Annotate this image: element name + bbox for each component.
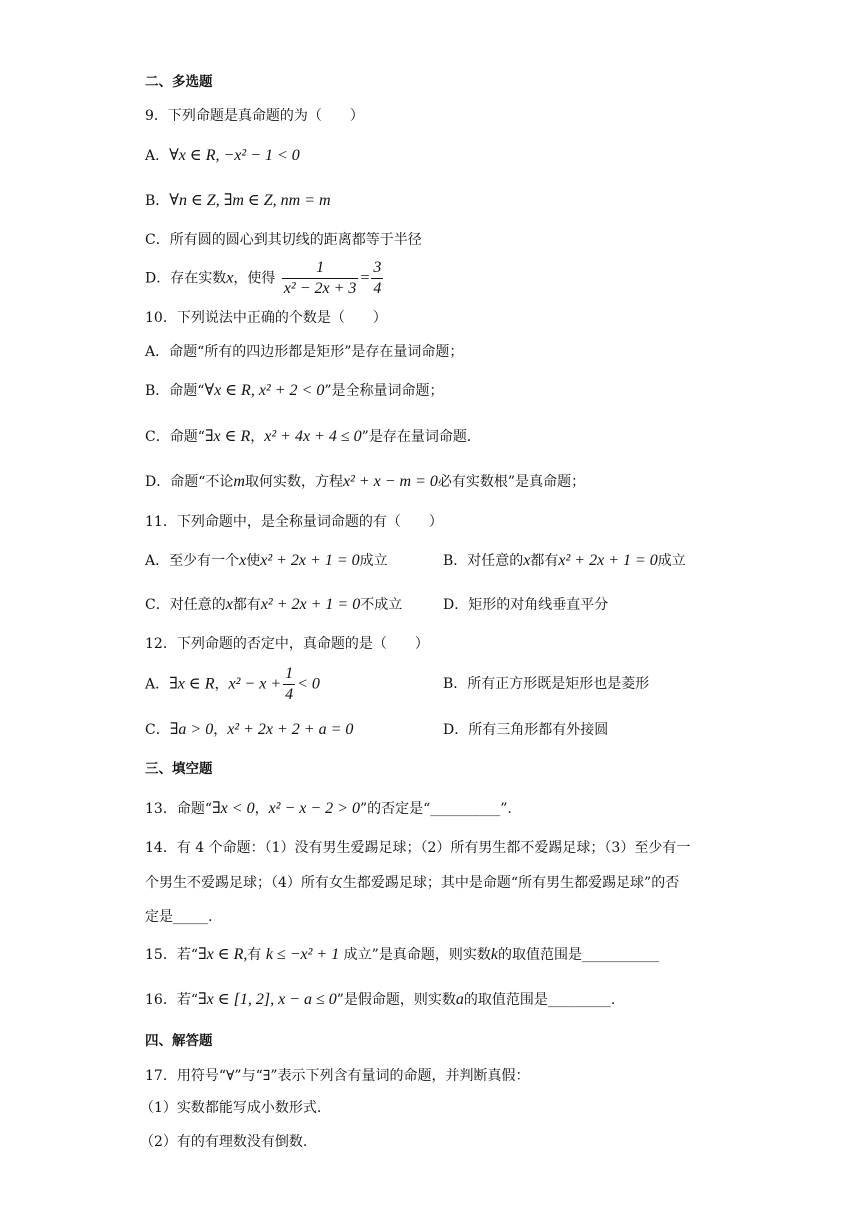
question-10-stem: 10．下列说法中正确的个数是（ ） (145, 310, 387, 326)
section-heading-fill: 三、填空题 (145, 761, 213, 777)
section-heading-answer: 四、解答题 (145, 1033, 213, 1049)
fraction-1-over-quadratic: $\frac{1}{\text{x² − 2x + 3}}$ (283, 259, 357, 297)
question-12-stem: 12．下列命题的否定中，真命题的是（ ） (145, 636, 429, 652)
question-9-option-c: C．所有圆的圆心到其切线的距离都等于半径 (145, 232, 422, 248)
question-12-option-d: D．所有三角形都有外接圆 (443, 722, 609, 738)
question-17-part-1: （1）实数都能写成小数形式. (140, 1100, 322, 1116)
question-14-line-3: 定是_____. (145, 909, 213, 925)
fraction-3-over-4: $\frac{3}{4}$ (373, 259, 382, 297)
question-17-stem: 17．用符号“∀”与“∃”表示下列含有量词的命题，并判断真假： (145, 1068, 530, 1084)
question-10-option-d: D．命题“不论m取何实数，方程x² + x − m = 0必有实数根”是真命题； (145, 473, 586, 490)
question-9-option-b: B．∀n ∈ Z, ∃m ∈ Z, nm = m (145, 192, 331, 209)
question-10-option-c: C．命题“∃x ∈ R，x² + 4x + 4 ≤ 0”是存在量词命题． (145, 428, 481, 445)
question-13: 13．命题“∃x < 0，x² − x − 2 > 0”的否定是“__________”. (145, 800, 512, 817)
section-heading-multi: 二、多选题 (145, 74, 213, 90)
question-12-option-c: C．∃a > 0，x² + 2x + 2 + a = 0 (145, 721, 354, 738)
question-10-option-a: A．命题“所有的四边形都是矩形”是存在量词命题； (145, 344, 464, 360)
question-11-stem: 11．下列命题中，是全称量词命题的有（ ） (145, 514, 443, 530)
question-12-option-a: A．∃x ∈ R，x² − x + $\frac{1}{4}$ < 0 (145, 665, 320, 703)
question-11-option-a: A．至少有一个x使x² + 2x + 1 = 0成立 (145, 552, 388, 569)
question-11-option-c: C．对任意的x都有x² + 2x + 1 = 0不成立 (145, 596, 403, 613)
question-11-option-b: B．对任意的x都有x² + 2x + 1 = 0成立 (443, 552, 686, 569)
question-9-stem: 9．下列命题是真命题的为（ ） (145, 108, 364, 124)
question-12-option-b: B．所有正方形既是矩形也是菱形 (443, 676, 650, 692)
question-9-option-a: A．∀x ∈ R, −x² − 1 < 0 (145, 147, 300, 164)
question-11-option-d: D．矩形的对角线垂直平分 (443, 597, 609, 613)
question-14-line-2: 个男生不爱踢足球；（4）所有女生都爱踢足球；其中是命题“所有男生都爱踢足球”的否 (145, 875, 680, 891)
question-17-part-2: （2）有的有理数没有倒数. (140, 1134, 308, 1150)
question-10-option-b: B．命题“∀x ∈ R, x² + 2 < 0”是全称量词命题； (145, 382, 444, 399)
fraction-1-over-4: $\frac{1}{4}$ (285, 665, 294, 703)
question-15: 15．若“∃x ∈ R,有 k ≤ −x² + 1 成立”是真命题，则实数k的取值范围是___________ (145, 946, 659, 963)
question-16: 16．若“∃x ∈ [1, 2], x − a ≤ 0”是假命题，则实数a的取值范围是_________. (145, 991, 616, 1008)
question-14-line-1: 14．有 4 个命题：（1）没有男生爱踢足球；（2）所有男生都不爱踢足球；（3）至少有一 (145, 840, 691, 856)
question-9-option-d: D．存在实数x，使得 $\frac{1}{\text{x² − 2x + 3}}$ = $\frac{3}{4}$ (145, 259, 382, 297)
